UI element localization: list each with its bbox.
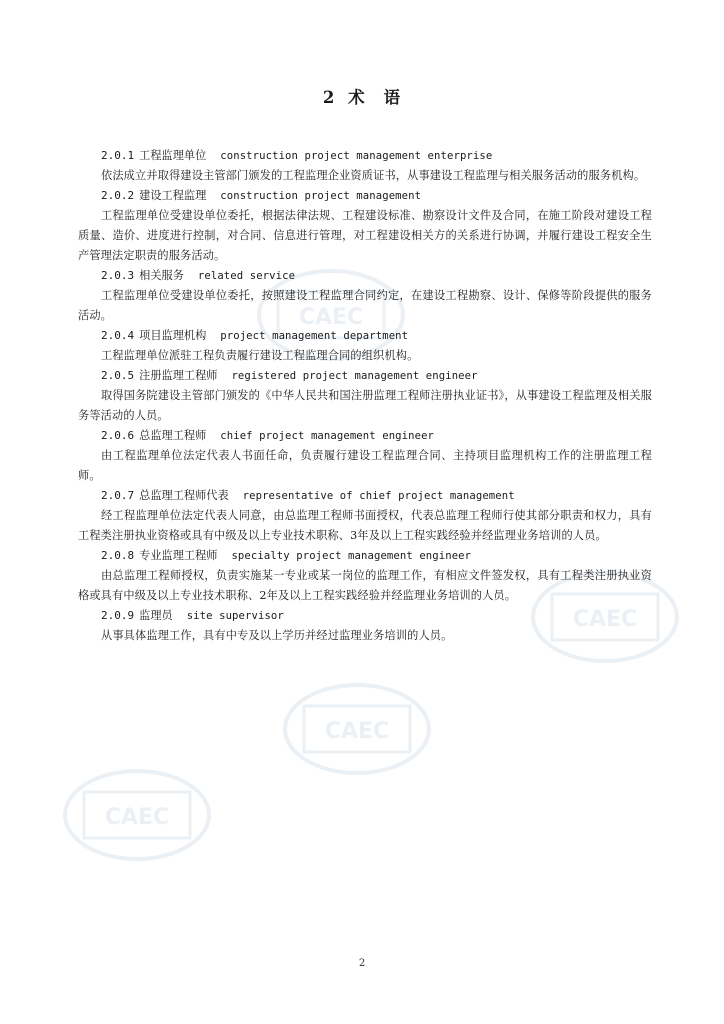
term-definition: 工程监理单位派驻工程负责履行建设工程监理合同的组织机构。 [101, 349, 419, 362]
term-code: 2.0.5 [101, 369, 135, 382]
term-code: 2.0.7 [101, 489, 135, 502]
term-name-en: site supervisor [186, 610, 284, 622]
section-title [0, 84, 724, 108]
term-name-en: construction project management [220, 190, 422, 202]
watermark-logo [62, 768, 212, 863]
term-name-cn: 相关服务 [139, 269, 184, 282]
svg-text:CAEC: CAEC [104, 805, 170, 830]
term-entry [78, 266, 652, 326]
term-heading [78, 146, 652, 166]
term-name-cn: 监理员 [139, 609, 173, 622]
term-code: 2.0.4 [101, 329, 135, 342]
term-definition: 由工程监理单位法定代表人书面任命，负责履行建设工程监理合同、主持项目监理机构工作的注册监理工程师。 [78, 449, 652, 482]
term-entry [78, 606, 652, 646]
svg-text:CAEC: CAEC [324, 719, 390, 744]
term-code: 2.0.3 [101, 269, 135, 282]
term-name-en: registered project management engineer [231, 370, 478, 382]
caec-logo-icon [62, 768, 212, 863]
term-name-en: specialty project management engineer [231, 550, 472, 562]
term-entry [78, 426, 652, 486]
term-name-en: representative of chief project management [242, 490, 515, 502]
term-definition: 取得国务院建设主管部门颁发的《中华人民共和国注册监理工程师注册执业证书》，从事建设工程监理及相关服务等活动的人员。 [78, 389, 652, 422]
term-heading [78, 426, 652, 446]
term-code: 2.0.1 [101, 149, 135, 162]
term-code: 2.0.8 [101, 549, 135, 562]
section-number: 2 [322, 88, 336, 107]
term-name-en: construction project management enterprise [220, 150, 493, 162]
term-name-cn: 建设工程监理 [139, 189, 207, 202]
svg-text:CAEC: CAEC [572, 607, 638, 632]
terms-list [78, 146, 652, 646]
term-heading [78, 366, 652, 386]
term-definition: 由总监理工程师授权，负责实施某一专业或某一岗位的监理工作，有相应文件签发权，具有工程类注册执业资格或具有中级及以上专业技术职称、2年及以上工程实践经验并经监理业务培训的人员。 [78, 569, 652, 602]
term-name-en: related service [197, 270, 296, 282]
term-code: 2.0.9 [101, 609, 135, 622]
term-name-cn: 项目监理机构 [139, 329, 207, 342]
term-entry [78, 366, 652, 426]
term-entry [78, 546, 652, 606]
term-name-cn: 工程监理单位 [139, 149, 207, 162]
term-heading [78, 606, 652, 626]
svg-text:CAEC: CAEC [298, 305, 364, 330]
term-heading [78, 186, 652, 206]
watermark-logo [282, 682, 432, 777]
term-entry [78, 326, 652, 366]
term-name-en: chief project management engineer [220, 430, 435, 442]
term-definition: 依法成立并取得建设主管部门颁发的工程监理企业资质证书，从事建设工程监理与相关服务活动的服务机构。 [101, 169, 646, 182]
term-entry [78, 186, 652, 266]
term-name-cn: 专业监理工程师 [139, 549, 218, 562]
page-number: 2 [358, 958, 366, 969]
term-definition: 工程监理单位受建设单位委托，根据法律法规、工程建设标准、勘察设计文件及合同，在施工阶段对建设工程质量、造价、进度进行控制，对合同、信息进行管理，对工程建设相关方的关系进行协调，并履行建设工程安全生产管理法定职责的服务活动。 [78, 209, 652, 262]
term-entry [78, 486, 652, 546]
term-name-cn: 总监理工程师 [139, 429, 207, 442]
term-heading [78, 326, 652, 346]
term-code: 2.0.6 [101, 429, 135, 442]
term-heading [78, 486, 652, 506]
term-name-en: project management department [220, 330, 409, 342]
term-heading [78, 546, 652, 566]
term-definition: 工程监理单位受建设单位委托，按照建设工程监理合同约定，在建设工程勘察、设计、保修等阶段提供的服务活动。 [78, 289, 652, 322]
caec-logo-icon [282, 682, 432, 777]
section-title-part2: 语 [383, 88, 402, 107]
term-definition: 从事具体监理工作，具有中专及以上学历并经过监理业务培训的人员。 [101, 629, 453, 642]
term-name-cn: 注册监理工程师 [139, 369, 218, 382]
term-code: 2.0.2 [101, 189, 135, 202]
term-heading [78, 266, 652, 286]
term-name-cn: 总监理工程师代表 [139, 489, 229, 502]
term-entry [78, 146, 652, 186]
term-definition: 经工程监理单位法定代表人同意，由总监理工程师书面授权，代表总监理工程师行使其部分职责和权力，具有工程类注册执业资格或具有中级及以上专业技术职称、3年及以上工程实践经验并经监理业务培训的人员。 [78, 509, 652, 542]
section-title-part1: 术 [348, 88, 366, 107]
